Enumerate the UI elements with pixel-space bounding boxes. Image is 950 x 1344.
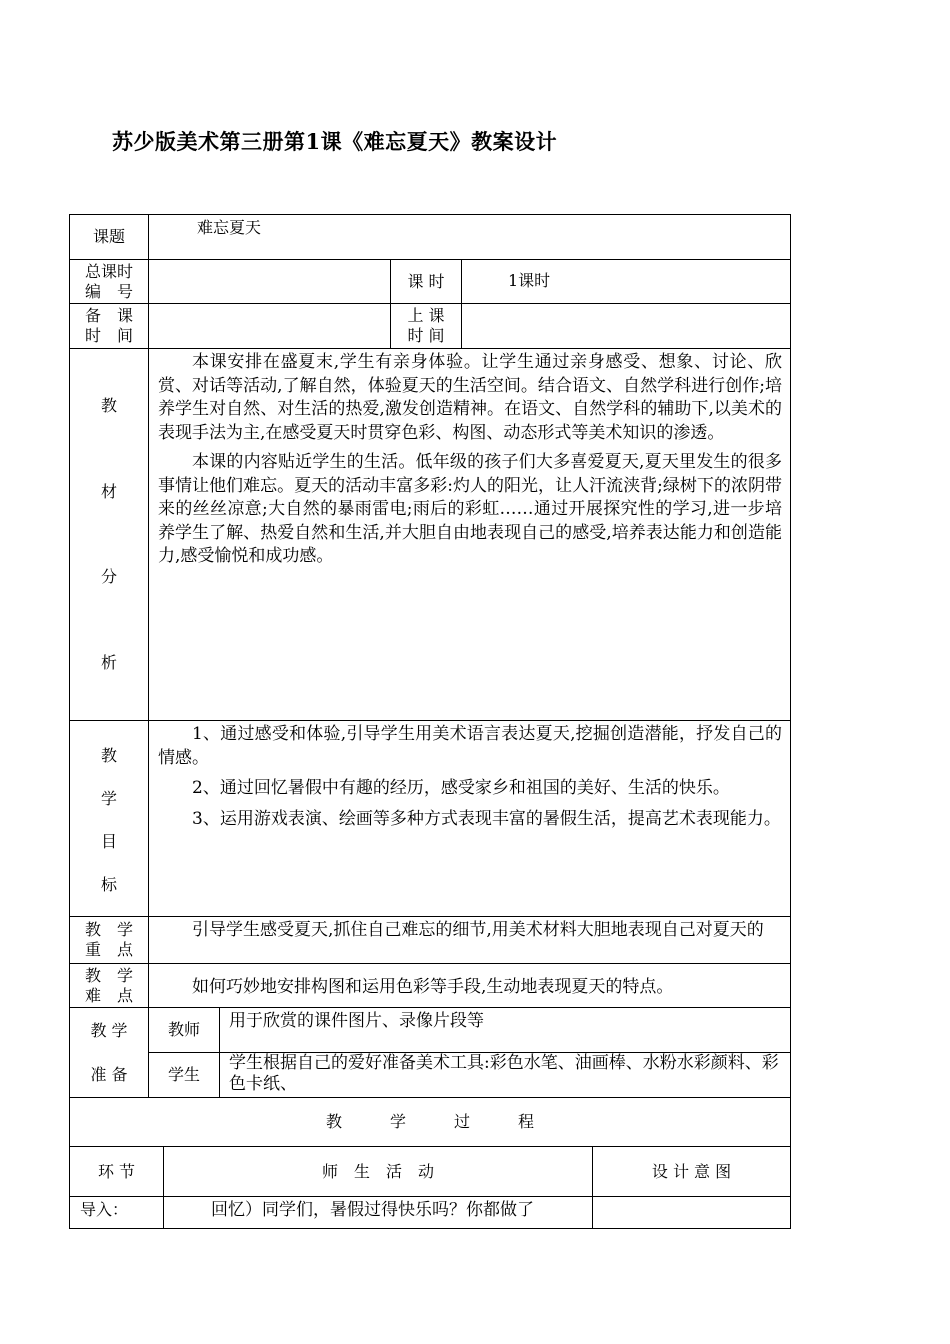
topic-value: 难忘夏天: [197, 218, 262, 237]
process-col3-header: 设 计 意 图: [651, 1161, 732, 1181]
process-col3-header-cell: [592, 1146, 791, 1197]
preparation-label-line2: 准 备: [90, 1064, 128, 1084]
key-points-label-line2: 重 点: [84, 940, 133, 959]
objective-1: 1、通过感受和体验,引导学生用美术语言表达夏天,挖掘创造潜能，抒发自己的情感。: [158, 724, 782, 768]
student-value: 学生根据自己的爱好准备美术工具:彩色水笔、油画棒、水粉水彩颜料、彩色卡纸、: [229, 1053, 779, 1094]
key-points-value: 引导学生感受夏天,抓住自己难忘的细节,用美术材料大胆地表现自己对夏天的: [192, 920, 764, 940]
key-points-label-line1: 教 学: [84, 920, 133, 939]
objectives-label-char-2: 学: [100, 789, 117, 809]
difficulties-label-line1: 教 学: [84, 965, 133, 985]
process-header-cell: [69, 1097, 791, 1147]
material-label-char-2: 材: [100, 481, 117, 501]
prep-time-label-cell: [69, 303, 149, 349]
lesson-hours-value: 1课时: [508, 271, 551, 290]
document-title: 苏少版美术第三册第1课《难忘夏天》教案设计: [112, 129, 558, 154]
material-label-char-1: 教: [100, 395, 117, 415]
student-label-cell: [148, 1052, 220, 1098]
process-row1-col3-cell: [592, 1196, 791, 1229]
objective-2: 2、通过回忆暑假中有趣的经历，感受家乡和祖国的美好、生活的快乐。: [192, 778, 730, 798]
objectives-label-char-1: 教: [100, 746, 117, 766]
student-value-cell: [219, 1052, 791, 1098]
lesson-hours-label: 课 时: [407, 271, 445, 291]
teacher-value-cell: [219, 1007, 791, 1053]
difficulties-label-cell: [69, 963, 149, 1008]
class-time-label-line2: 时 间: [407, 326, 445, 345]
process-header: 教 学 过 程: [325, 1112, 534, 1131]
material-paragraph-1: 本课安排在盛夏末,学生有亲身体验。让学生通过亲身感受、想象、讨论、欣赏、对话等活动,了解自然，体验夏天的生活空间。结合语文、自然学科进行创作;培养学生对自然、对生活的热爱,激发创造精神。在语文、自然学科的辅助下,以美术的表现手法为主,在感受夏天时贯穿色彩、构图、动态形式等美术知识的渗透。: [158, 352, 782, 443]
key-points-label-cell: [69, 916, 149, 964]
difficulties-label-line2: 难 点: [84, 985, 133, 1005]
lesson-hours-label-cell: [390, 259, 462, 304]
material-paragraph-2: 本课的内容贴近学生的生活。低年级的孩子们大多喜爱夏天,夏天里发生的很多事情让他们难忘。夏天的活动丰富多彩:灼人的阳光，让人汗流浃背;绿树下的浓阴带来的丝丝凉意;大自然的暴雨雷电;雨后的彩虹……通过开展探究性的学习,进一步培养学生了解、热爱自然和生活,并大胆自由地表现自己的感受,培养表达能力和创造能力,感受愉悦和成功感。: [158, 452, 782, 566]
teacher-value: 用于欣赏的课件图片、录像片段等: [229, 1011, 484, 1031]
process-row1-col1: 导入：: [80, 1200, 129, 1219]
teacher-label: 教师: [167, 1020, 200, 1039]
objectives-label-cell: [69, 720, 149, 917]
process-col2-header: 师 生 活 动: [321, 1161, 434, 1181]
class-time-label-cell: [390, 303, 462, 349]
preparation-label-cell: [69, 1007, 149, 1098]
key-points-value-cell: [148, 916, 791, 964]
material-analysis-content-cell: [148, 348, 791, 721]
prep-time-value-cell: [148, 303, 391, 349]
material-label-char-4: 析: [100, 653, 117, 673]
process-row1-col1-cell: [69, 1196, 164, 1229]
objectives-content-cell: [148, 720, 791, 917]
difficulties-value-cell: [148, 963, 791, 1008]
objectives-label-char-4: 标: [100, 874, 117, 894]
student-label: 学生: [167, 1065, 200, 1084]
topic-label: 课题: [92, 227, 125, 246]
difficulties-value: 如何巧妙地安排构图和运用色彩等手段,生动地表现夏天的特点。: [192, 977, 674, 997]
class-time-label-line1: 上 课: [407, 306, 445, 325]
total-hours-label-line2: 编 号: [84, 281, 133, 301]
teacher-label-cell: [148, 1007, 220, 1053]
process-col2-header-cell: [163, 1146, 593, 1197]
process-row1-col2-cell: [163, 1196, 593, 1229]
total-hours-label-cell: [69, 259, 149, 304]
total-hours-label-line1: 总课时: [84, 261, 133, 281]
objective-3: 3、运用游戏表演、绘画等多种方式表现丰富的暑假生活，提高艺术表现能力。: [192, 808, 781, 829]
process-row1-col2: 回忆）同学们，暑假过得快乐吗？你都做了: [211, 1200, 534, 1220]
class-time-value-cell: [461, 303, 791, 349]
topic-label-cell: [69, 214, 149, 260]
topic-value-cell: [148, 214, 791, 260]
objectives-label-char-3: 目: [100, 831, 117, 851]
process-col1-header: 环 节: [97, 1161, 136, 1181]
process-col1-header-cell: [69, 1146, 164, 1197]
material-analysis-label-cell: [69, 348, 149, 721]
total-hours-value-cell: [148, 259, 391, 304]
prep-time-label-line1: 备 课: [84, 306, 133, 325]
preparation-label-line1: 教 学: [90, 1020, 128, 1040]
material-label-char-3: 分: [100, 567, 117, 587]
lesson-hours-value-cell: [461, 259, 791, 304]
prep-time-label-line2: 时 间: [84, 326, 133, 345]
